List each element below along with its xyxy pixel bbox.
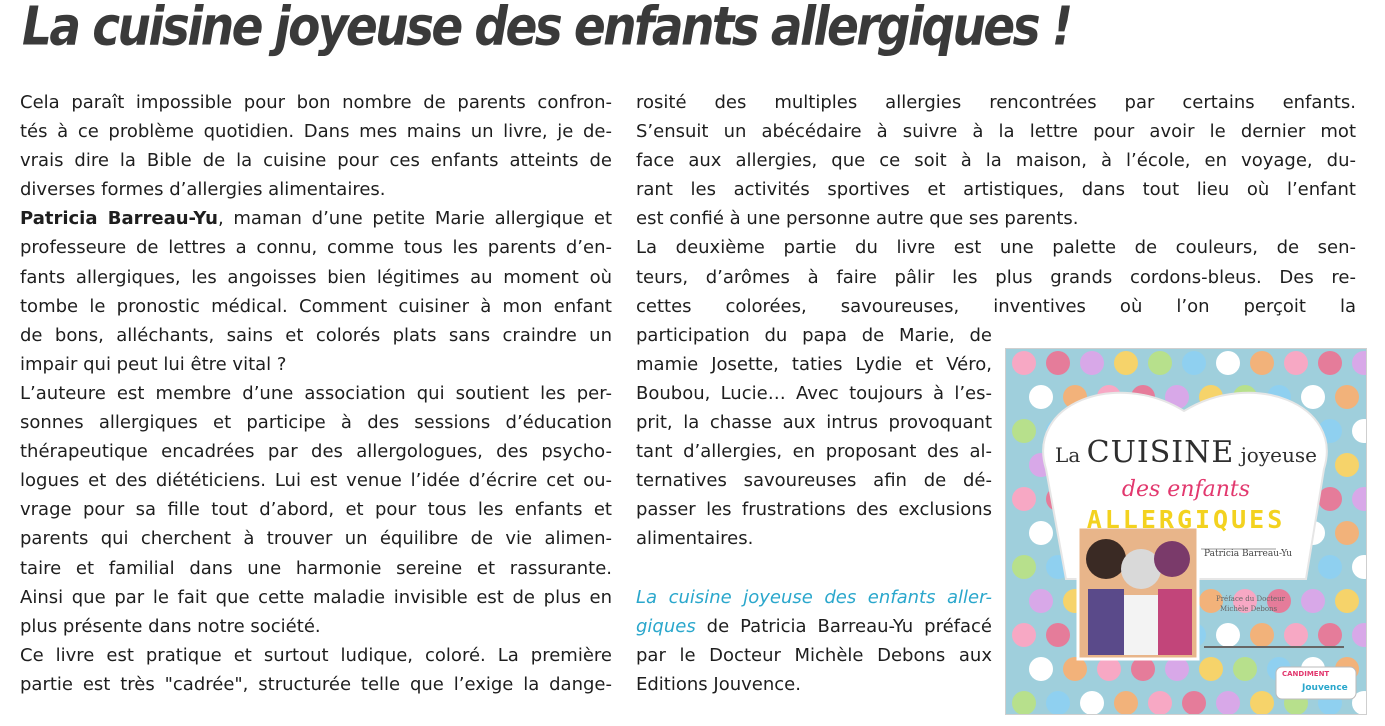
paragraph-line: diverses formes d’allergies alimentaires.	[20, 179, 386, 201]
author-line	[20, 204, 612, 233]
paragraph-line: ternatives savoureuses afin de dé-	[636, 470, 992, 492]
paragraph-line: cettes colorées, savoureuses, inventives où l’on perçoit la	[636, 295, 1356, 317]
paragraph-line: S’ensuit un abécédaire à suivre à la lettre pour avoir le dernier mot	[636, 121, 1356, 143]
cover-title-enfants: des enfants	[1121, 477, 1251, 502]
paragraph-line: thérapeutique encadrées par des allergologues, des psycho-	[20, 441, 612, 463]
paragraph-line: impair qui peut lui être vital ?	[20, 353, 287, 375]
paragraph-line: Boubou, Lucie… Avec toujours à l’es-	[636, 382, 992, 404]
paragraph-line: alimentaires.	[636, 528, 754, 550]
cover-preface-2: Michèle Debons	[1220, 605, 1278, 613]
paragraph-line: L’auteure est membre d’une association qui soutient les per-	[20, 382, 612, 404]
credit-line: Editions Jouvence.	[636, 673, 801, 695]
paragraph-line: de bons, alléchants, sains et colorés plats sans craindre un	[20, 324, 612, 346]
book-cover	[1005, 348, 1367, 715]
paragraph-line: vrais dire la Bible de la cuisine pour ces enfants atteints de	[20, 150, 612, 172]
paragraph-line: prit, la chasse aux intrus provoquant	[636, 412, 992, 434]
credit-line: par le Docteur Michèle Debons aux	[636, 644, 992, 666]
paragraph-line: sonnes allergiques et participe à des sessions d’éducation	[20, 412, 612, 434]
paragraph-line: parents qui cherchent à trouver un équilibre de vie alimen-	[20, 528, 612, 550]
paragraph-line: tant d’allergies, en proposant des al-	[636, 441, 992, 463]
paragraph-line: teurs, d’arômes à faire pâlir les plus grands cordons-bleus. Des re-	[636, 266, 1356, 288]
paragraph-line: Ainsi que par le fait que cette maladie invisible est de plus en	[20, 586, 612, 608]
paragraph-line: taire et familial dans une harmonie sereine et rassurante.	[20, 557, 612, 579]
badge-label-2: Jouvence	[1302, 683, 1348, 693]
paragraph-line: est confié à une personne autre que ses parents.	[636, 208, 1079, 230]
paragraph-line: logues et des diététiciens. Lui est venue l’idée d’écrire cet ou-	[20, 470, 612, 492]
paragraph-line: La deuxième partie du livre est une palette de couleurs, de sen-	[636, 237, 1356, 259]
credit-text: de Patricia Barreau-Yu préfacé	[695, 615, 992, 637]
paragraph-line: plus présente dans notre société.	[20, 615, 321, 637]
paragraph-line: rosité des multiples allergies rencontrées par certains enfants.	[636, 92, 1356, 113]
cover-title-cuisine: CUISINE	[1086, 435, 1235, 470]
paragraph-line: professeure de lettres a connu, comme tous les parents d’en-	[20, 237, 612, 259]
paragraph-line: tombe le pronostic médical. Comment cuisiner à mon enfant	[20, 295, 612, 317]
paragraph-line: mamie Josette, taties Lydie et Véro,	[636, 353, 992, 375]
book-title-link[interactable]: giques	[636, 615, 696, 637]
credit-line	[636, 612, 992, 641]
paragraph-line: participation du papa de Marie, de	[636, 324, 992, 346]
paragraph-line: partie est très "cadrée", structurée telle que l’exige la dange-	[20, 673, 612, 695]
paragraph-line: rant les activités sportives et artistiques, dans tout lieu où l’enfant	[636, 179, 1356, 201]
author-name: Patricia Barreau-Yu	[20, 208, 218, 230]
paragraph-line: tés à ce problème quotidien. Dans mes mains un livre, je de-	[20, 121, 612, 143]
article-title: La cuisine joyeuse des enfants allergiques !	[22, 0, 1071, 59]
cover-title-line: La CUISINE joyeuse	[1055, 435, 1317, 470]
paragraph-line: Cela paraît impossible pour bon nombre de parents confron-	[20, 92, 612, 113]
author-line-rest: , maman d’une petite Marie allergique et	[217, 208, 613, 230]
cover-title-allergiques: ALLERGIQUES	[1086, 505, 1286, 534]
paragraph-line: fants allergiques, les angoisses bien légitimes au moment où	[20, 266, 612, 288]
paragraph-line: face aux allergies, que ce soit à la maison, à l’école, en voyage, du-	[636, 150, 1356, 172]
paragraph-line: vrage pour sa fille tout d’abord, et pour tous les enfants et	[20, 499, 612, 521]
paragraph-line: passer les frustrations des exclusions	[636, 499, 992, 521]
cover-preface-1: Préface du Docteur	[1216, 595, 1286, 603]
badge-label-1: CANDIMENT	[1282, 670, 1330, 678]
paragraph-line: Ce livre est pratique et surtout ludique, coloré. La première	[20, 644, 612, 666]
credit-line	[636, 583, 992, 612]
book-title-link[interactable]: La cuisine joyeuse des enfants aller-	[636, 586, 992, 608]
left-column	[20, 88, 612, 699]
cover-author: Patricia Barreau-Yu	[1204, 549, 1293, 559]
